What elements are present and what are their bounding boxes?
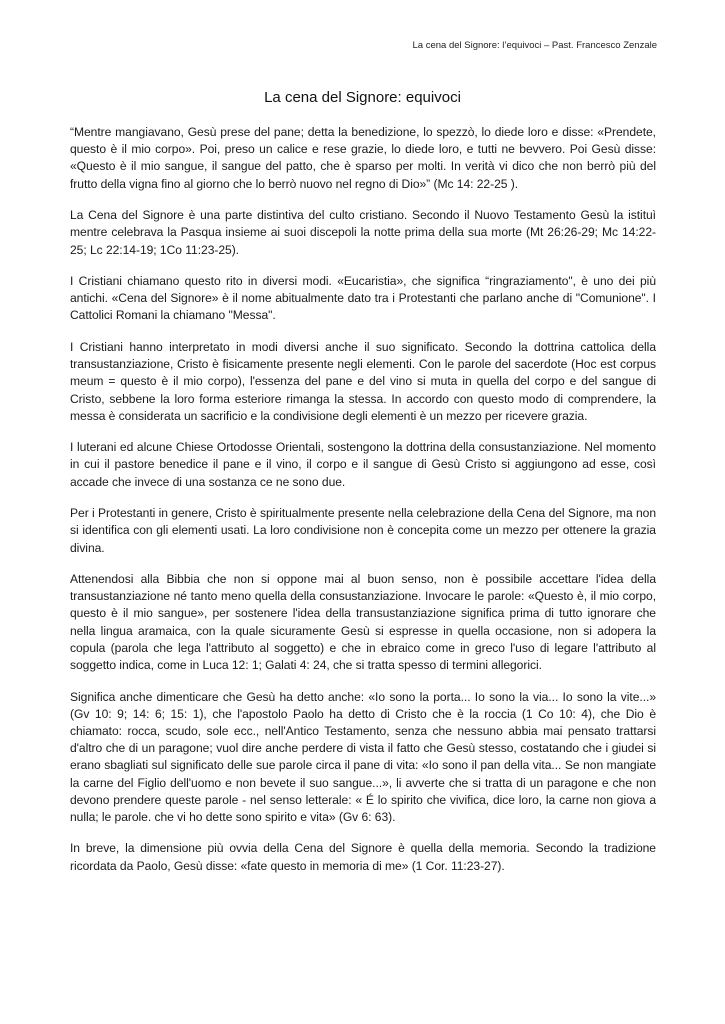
paragraph-bible-argument: Attenendosi alla Bibbia che non si oppone mai al buon senso, non è possibile accettare l'idea della transustanziazione né tanto meno quella della consustanziazione. Invocare le parole: «Questo è, il mio corpo, questo è il mio sangue», per sostenere l'idea della transustanziazione significa prima di tutto ignorare che nella lingua aramaica, con la quale sicuramente Gesù si espresse in quella occasione, non si adopera la copula (parola che lega l'attributo al soggetto) e che in ebraico come in greco l'uso di legare l'attributo al soggetto indica, come in Luca 12: 1; Galati 4: 24, che si tratta spesso di termini allegorici.	[70, 572, 656, 673]
paragraph-transubstantiation: I Cristiani hanno interpretato in modi diversi anche il suo significato. Secondo la dottrina cattolica della transustanziazione, Cristo è fisicamente presente negli elementi. Con le parole del sacerdote (Hoc est corpus meum = questo è il mio corpo), l'essenza del pane e del vino si muta in quella del corpo e del sangue di Cristo, sebbene la loro forma esteriore rimanga la stessa. In accordo con questo modo di comprendere, la messa è considerata un sacrificio e la condivisione degli elementi è un mezzo per ricevere grazia.	[70, 339, 656, 423]
paragraph-consubstantiation: I luterani ed alcune Chiese Ortodosse Orientali, sostengono la dottrina della consustanziazione. Nel momento in cui il pastore benedice il pane e il vino, il corpo e il sangue di Gesù Cristo si aggiungono ad esse, così accade che invece di una sostanza ce ne sono due.	[70, 440, 656, 489]
paragraph-names: I Cristiani chiamano questo rito in diversi modi. «Eucaristia», che significa “ringraziamento", è uno dei più antichi. «Cena del Signore» è il nome abitualmente dato tra i Protestanti che parlano anche di "Comunione". I Cattolici Romani la chiamano "Messa".	[70, 274, 656, 323]
paragraph-institution: La Cena del Signore è una parte distintiva del culto cristiano. Secondo il Nuovo Testamento Gesù la istituì mentre celebrava la Pasqua insieme ai suoi discepoli la notte prima della sua morte (Mt 26:26-29; Mc 14:22-25; Lc 22:14-19; 1Co 11:23-25).	[70, 208, 656, 257]
document-body	[70, 124, 656, 889]
document-title: La cena del Signore: equivoci	[264, 89, 461, 106]
running-header: La cena del Signore: l’equivoci – Past. Francesco Zenzale	[412, 40, 657, 51]
paragraph-protestants: Per i Protestanti in genere, Cristo è spiritualmente presente nella celebrazione della Cena del Signore, ma non si identifica con gli elementi usati. La loro condivisione non è concepita come un mezzo per ottenere la grazia divina.	[70, 506, 656, 555]
paragraph-opening-quote: “Mentre mangiavano, Gesù prese del pane; detta la benedizione, lo spezzò, lo diede loro e disse: «Prendete, questo è il mio corpo». Poi, preso un calice e rese grazie, lo diede loro, e tutti ne bevvero. Poi Gesù disse: «Questo è il mio sangue, il sangue del patto, che è sparso per molti. In verità vi dico che non berrò più del frutto della vigna fino al giorno che lo berrò nuovo nel regno di Dio»” (Mc 14: 22-25 ).	[70, 125, 656, 191]
paragraph-memory: In breve, la dimensione più ovvia della Cena del Signore è quella della memoria. Secondo la tradizione ricordata da Paolo, Gesù disse: «fate questo in memoria di me» (1 Cor. 11:23-27).	[70, 841, 656, 873]
paragraph-metaphors: Significa anche dimenticare che Gesù ha detto anche: «Io sono la porta... Io sono la via... Io sono la vite...» (Gv 10: 9; 14: 6; 15: 1), che l'apostolo Paolo ha detto di Cristo che è la roccia (1 Co 10: 4), che Dio è chiamato: rocca, scudo, sole ecc., nell'Antico Testamento, senza che nessuno abbia mai pensato trattarsi d'altro che di un paragone; vuol dire anche perdere di vista il fatto che Gesù stesso, costatando che i giudei si erano sbagliati sul significato delle sue parole circa il pane di vita: «Io sono il pan della vita... Se non mangiate la carne del Figlio dell'uomo e non bevete il suo sangue...», li avverte che si tratta di un paragone e che non devono prendere queste parole - nel senso letterale: « É lo spirito che vivifica, dice loro, la carne non giova a nulla; le parole. che vi ho dette sono spirito e vita» (Gv 6: 63).	[70, 689, 656, 824]
